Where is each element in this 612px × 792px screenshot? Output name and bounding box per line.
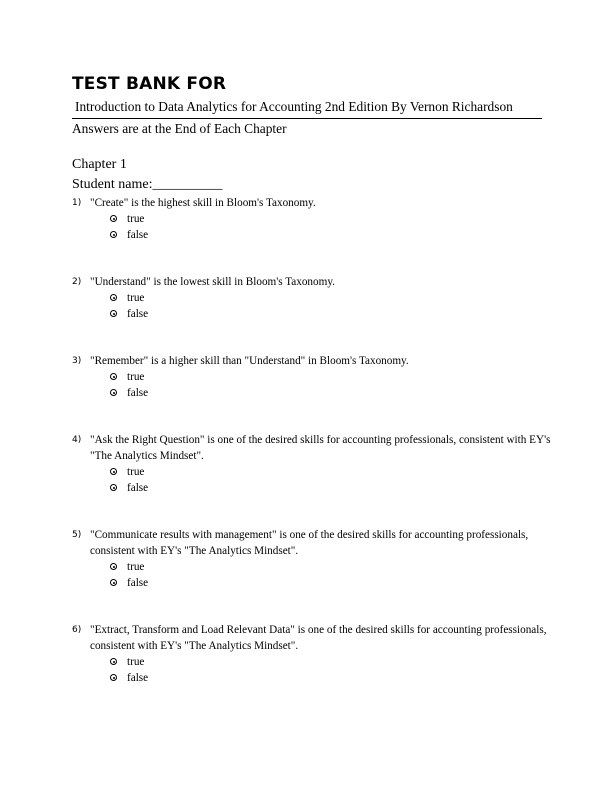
document-subtitle: Introduction to Data Analytics for Accounting 2nd Edition By Vernon Richardson [75,99,513,114]
option-label: true [127,213,145,225]
radio-icon[interactable] [110,389,117,396]
option-label: false [127,229,149,241]
radio-icon[interactable] [110,373,117,380]
question-text: "Extract, Transform and Load Relevant Data" is one of the desired skills for accounting professionals, consistent with EY's "The Analytics Mindset". [90,624,547,652]
radio-icon[interactable] [110,658,117,665]
question-number: 5) [72,530,82,540]
option-true[interactable] [110,369,552,385]
option-label: true [127,561,145,573]
option-false[interactable] [110,227,552,243]
chapter-heading: Chapter 1 [72,157,127,172]
option-label: false [127,482,149,494]
document-title: TEST BANK FOR [72,74,227,94]
question-number: 4) [72,435,82,445]
option-label: true [127,292,145,304]
option-true[interactable] [110,290,552,306]
radio-icon[interactable] [110,231,117,238]
question-text: "Remember" is a higher skill than "Understand" in Bloom's Taxonomy. [90,355,409,367]
student-name-field: Student name:__________ [72,177,223,192]
answers-note: Answers are at the End of Each Chapter [72,121,287,136]
option-false[interactable] [110,575,552,591]
option-false[interactable] [110,670,552,686]
radio-icon[interactable] [110,294,117,301]
question-5 [72,527,552,591]
question-2 [72,274,552,322]
question-number: 3) [72,356,82,366]
radio-icon[interactable] [110,468,117,475]
question-text: "Create" is the highest skill in Bloom's Taxonomy. [90,197,316,209]
radio-icon[interactable] [110,215,117,222]
question-number: 1) [72,198,82,208]
option-true[interactable] [110,559,552,575]
option-true[interactable] [110,654,552,670]
question-text: "Communicate results with management" is one of the desired skills for accounting professionals, consistent with EY's "The Analytics Mindset". [90,529,529,557]
radio-icon[interactable] [110,674,117,681]
option-label: false [127,387,149,399]
option-label: false [127,308,149,320]
option-label: true [127,656,145,668]
question-text: "Ask the Right Question" is one of the desired skills for accounting professionals, consistent with EY's "The Analytics Mindset". [90,434,551,462]
option-label: false [127,577,149,589]
question-6 [72,622,552,686]
question-4 [72,432,552,496]
title-divider [72,118,542,119]
option-label: true [127,466,145,478]
option-label: true [127,371,145,383]
radio-icon[interactable] [110,484,117,491]
radio-icon[interactable] [110,563,117,570]
option-true[interactable] [110,211,552,227]
question-number: 2) [72,277,82,287]
radio-icon[interactable] [110,310,117,317]
option-false[interactable] [110,480,552,496]
question-number: 6) [72,625,82,635]
question-text: "Understand" is the lowest skill in Bloom's Taxonomy. [90,276,335,288]
option-false[interactable] [110,385,552,401]
radio-icon[interactable] [110,579,117,586]
option-false[interactable] [110,306,552,322]
option-label: false [127,672,149,684]
question-3 [72,353,552,401]
question-1 [72,195,552,243]
option-true[interactable] [110,464,552,480]
